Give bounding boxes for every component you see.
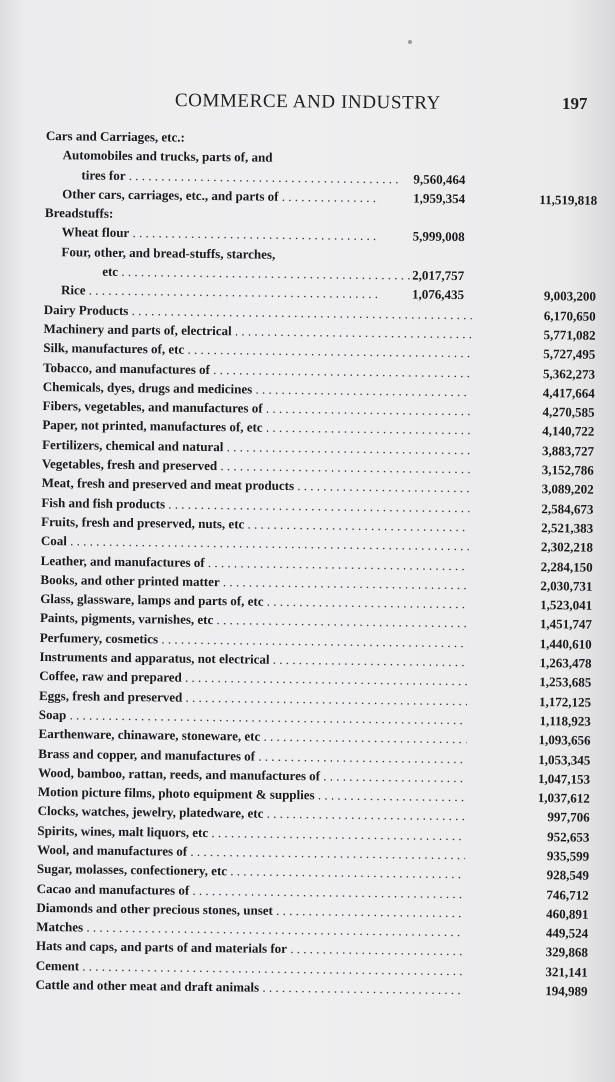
row-label: Fibers, vegetables, and manufactures of . . . — [43, 398, 471, 419]
row-label: Wood, bamboo, rattan, reeds, and manufactures of . . . — [38, 765, 466, 786]
row-label: Meat, fresh and preserved and meat products . . . — [42, 475, 470, 496]
row-label: Paper, not printed, manufactures of, etc . . . — [42, 417, 470, 438]
total-value: 1,118,923 — [539, 712, 591, 729]
row-label: Cement . . . — [36, 958, 464, 979]
total-value: 321,141 — [545, 963, 588, 980]
row-label: Cattle and other meat and draft animals . . . — [35, 977, 463, 998]
total-value: 1,172,125 — [538, 693, 592, 710]
row-label: Sugar, molasses, confectionery, etc . . . — [37, 861, 465, 882]
row-label: Dairy Products . . . — [44, 302, 472, 323]
total-value: 2,302,218 — [540, 539, 594, 555]
row-label: Silk, manufactures of, etc . . . — [43, 340, 471, 361]
row-label: Machinery and parts of, electrical . . . — [43, 321, 471, 342]
subtotal-value: 9,560,464 — [413, 171, 466, 187]
row-label: Wheat flour . . . — [62, 225, 380, 245]
total-value: 449,524 — [545, 925, 589, 941]
row-label: tires for . . . — [81, 167, 399, 187]
total-value: 952,653 — [547, 828, 590, 845]
total-value: 1,523,041 — [540, 597, 593, 613]
row-label: Vegetables, fresh and preserved . . . — [42, 456, 470, 477]
total-value: 9,003,200 — [543, 288, 597, 305]
row-label: Leather, and manufactures of . . . — [41, 552, 469, 573]
row-label: Breadstuffs: — [44, 205, 114, 222]
total-value: 5,771,082 — [543, 327, 596, 343]
total-value: 1,037,612 — [537, 790, 590, 806]
total-value: 6,170,650 — [543, 307, 596, 324]
total-value: 1,440,610 — [539, 635, 592, 652]
row-label: Automobiles and trucks, parts of, and — [62, 147, 273, 166]
total-value: 746,712 — [546, 886, 589, 903]
total-value: 4,270,585 — [542, 404, 595, 420]
total-value: 5,727,495 — [543, 346, 596, 362]
subtotal-value: 1,076,435 — [411, 286, 465, 303]
subtotal-value: 1,959,354 — [413, 190, 466, 207]
page-number: 197 — [562, 94, 588, 113]
total-value: 1,047,153 — [537, 770, 591, 787]
row-label: Coal . . . — [41, 533, 469, 554]
row-label: Spirits, wines, malt liquors, etc . . . — [37, 823, 465, 844]
total-value: 2,284,150 — [540, 558, 593, 575]
row-label: Fish and fish products . . . — [41, 495, 469, 516]
total-value: 1,451,747 — [539, 616, 593, 633]
total-value: 4,417,664 — [542, 384, 595, 401]
subtotal-value: 5,999,008 — [412, 228, 465, 245]
row-label: Coffee, raw and prepared . . . — [39, 668, 467, 689]
row-label: Instruments and apparatus, not electrical . . . — [39, 649, 467, 670]
total-value: 3,883,727 — [542, 442, 595, 459]
total-value: 1,253,685 — [539, 674, 592, 691]
total-value: 11,519,818 — [539, 191, 598, 208]
row-label: Glass, glassware, lamps and parts of, etc . . . — [40, 591, 468, 612]
paper-speck — [408, 40, 412, 44]
row-label: Other cars, carriages, etc., and parts of . . . — [62, 186, 380, 206]
row-label: Motion picture films, photo equipment & supplies . . . — [38, 784, 466, 805]
total-value: 194,989 — [545, 983, 588, 999]
total-value: 2,030,731 — [540, 577, 593, 594]
total-value: 1,053,345 — [538, 751, 591, 768]
row-label: Earthenware, chinaware, stoneware, etc . . . — [38, 726, 466, 747]
row-label: Hats and caps, and parts of and materials for . . . — [36, 938, 464, 959]
row-label: Wool, and manufactures of . . . — [37, 842, 465, 863]
row-label: Paints, pigments, varnishes, etc . . . — [40, 610, 468, 631]
subtotal-value: 2,017,757 — [412, 267, 465, 284]
total-value: 3,089,202 — [541, 481, 594, 498]
page-title: COMMERCE AND INDUSTRY — [174, 90, 441, 114]
row-label: Brass and copper, and manufactures of . . . — [38, 745, 466, 766]
total-value: 2,584,673 — [541, 500, 594, 517]
total-value: 3,152,786 — [541, 462, 594, 478]
running-header — [0, 90, 615, 120]
row-label: Diamonds and other precious stones, unset . . . — [36, 900, 464, 921]
row-label: Fruits, fresh and preserved, nuts, etc . . . — [41, 514, 469, 535]
row-label: Clocks, watches, jewelry, platedware, etc . . . — [38, 803, 466, 824]
row-label: Matches . . . — [36, 919, 464, 940]
total-value: 1,093,656 — [538, 732, 591, 748]
row-label: Perfumery, cosmetics . . . — [40, 630, 468, 651]
total-value: 935,599 — [546, 848, 590, 864]
row-label: Rice . . . — [61, 283, 379, 303]
row-label: etc . . . — [102, 264, 420, 284]
total-value: 997,706 — [547, 809, 590, 826]
row-label: Chemicals, dyes, drugs and medicines . . . — [43, 379, 471, 400]
row-label: Fertilizers, chemical and natural . . . — [42, 437, 470, 458]
total-value: 1,263,478 — [539, 655, 592, 671]
total-value: 5,362,273 — [542, 365, 596, 382]
commodity-table — [35, 128, 598, 1003]
total-value: 928,549 — [546, 867, 590, 883]
row-label: Cacao and manufactures of . . . — [37, 881, 465, 902]
row-label: Cars and Carriages, etc.: — [45, 128, 185, 145]
row-label: Soap . . . — [39, 707, 467, 728]
total-value: 2,521,383 — [541, 520, 594, 536]
row-label: Eggs, fresh and preserved . . . — [39, 688, 467, 709]
total-value: 460,891 — [546, 906, 589, 922]
row-label: Tobacco, and manufactures of . . . — [43, 360, 471, 381]
row-label: Four, other, and bread-stuffs, starches, — [61, 243, 276, 262]
row-label: Books, and other printed matter . . . — [40, 572, 468, 593]
total-value: 4,140,722 — [542, 423, 595, 440]
total-value: 329,868 — [545, 944, 589, 961]
